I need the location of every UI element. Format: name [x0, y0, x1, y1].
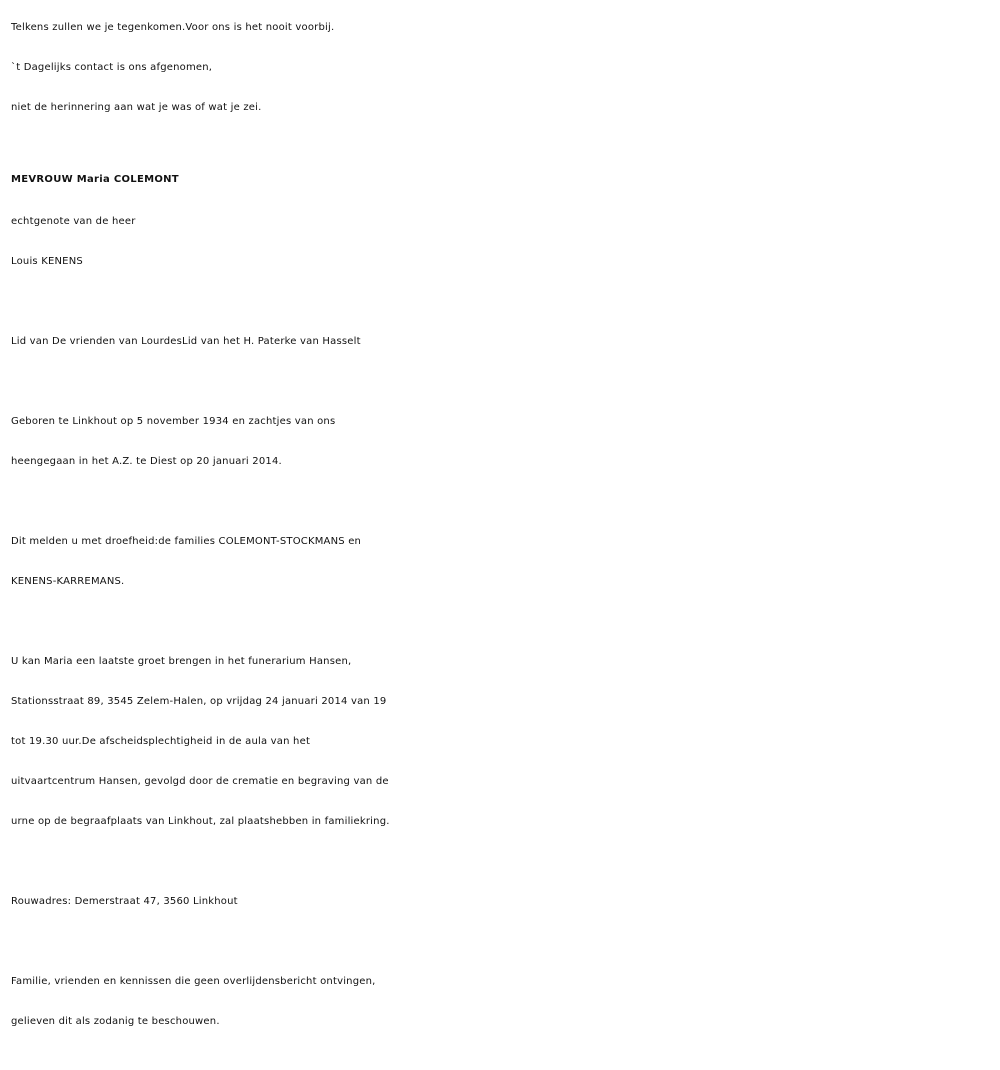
memberships-section: [11, 322, 991, 362]
closing-line: Familie, vrienden en kennissen die geen overlijdensbericht ontvingen,: [11, 976, 376, 987]
poem-line: niet de herinnering aan wat je was of wat je zei.: [11, 102, 262, 113]
birth-death-line: Geboren te Linkhout op 5 november 1934 en zachtjes van ons: [11, 416, 336, 427]
announcement-line: Dit melden u met droefheid:de families COLEMONT-STOCKMANS en: [11, 536, 362, 547]
poem-line: `t Dagelijks contact is ons afgenomen,: [11, 62, 213, 73]
closing-line: gelieven dit als zodanig te beschouwen.: [11, 1016, 220, 1027]
closing-section: [11, 962, 991, 1042]
mourning-address: Rouwadres: Demerstraat 47, 3560 Linkhout: [11, 896, 238, 907]
address-section: [11, 882, 991, 922]
poem-line: Telkens zullen we je tegenkomen.Voor ons is het nooit voorbij.: [11, 22, 335, 33]
announcement-line: KENENS-KARREMANS.: [11, 576, 125, 587]
funeral-info-line: uitvaartcentrum Hansen, gevolgd door de crematie en begraving van de: [11, 776, 389, 787]
funeral-info-line: Stationsstraat 89, 3545 Zelem-Halen, op vrijdag 24 januari 2014 van 19: [11, 696, 387, 707]
memorial-poem: [11, 8, 991, 128]
memberships-text: Lid van De vrienden van LourdesLid van het H. Paterke van Hasselt: [11, 336, 361, 347]
deceased-section: [11, 154, 991, 282]
announcement-section: [11, 522, 991, 602]
spouse-name: Louis KENENS: [11, 256, 83, 267]
funeral-info-line: tot 19.30 uur.De afscheidsplechtigheid in de aula van het: [11, 736, 311, 747]
funeral-info-line: urne op de begraafplaats van Linkhout, zal plaatshebben in familiekring.: [11, 816, 390, 827]
birth-death-line: heengegaan in het A.Z. te Diest op 20 januari 2014.: [11, 456, 282, 467]
deceased-name: MEVROUW Maria COLEMONT: [11, 174, 179, 185]
funeral-info-section: [11, 642, 991, 842]
death-notice: [11, 8, 991, 1042]
birth-death-section: [11, 402, 991, 482]
funeral-info-line: U kan Maria een laatste groet brengen in het funerarium Hansen,: [11, 656, 352, 667]
relation-text: echtgenote van de heer: [11, 216, 136, 227]
